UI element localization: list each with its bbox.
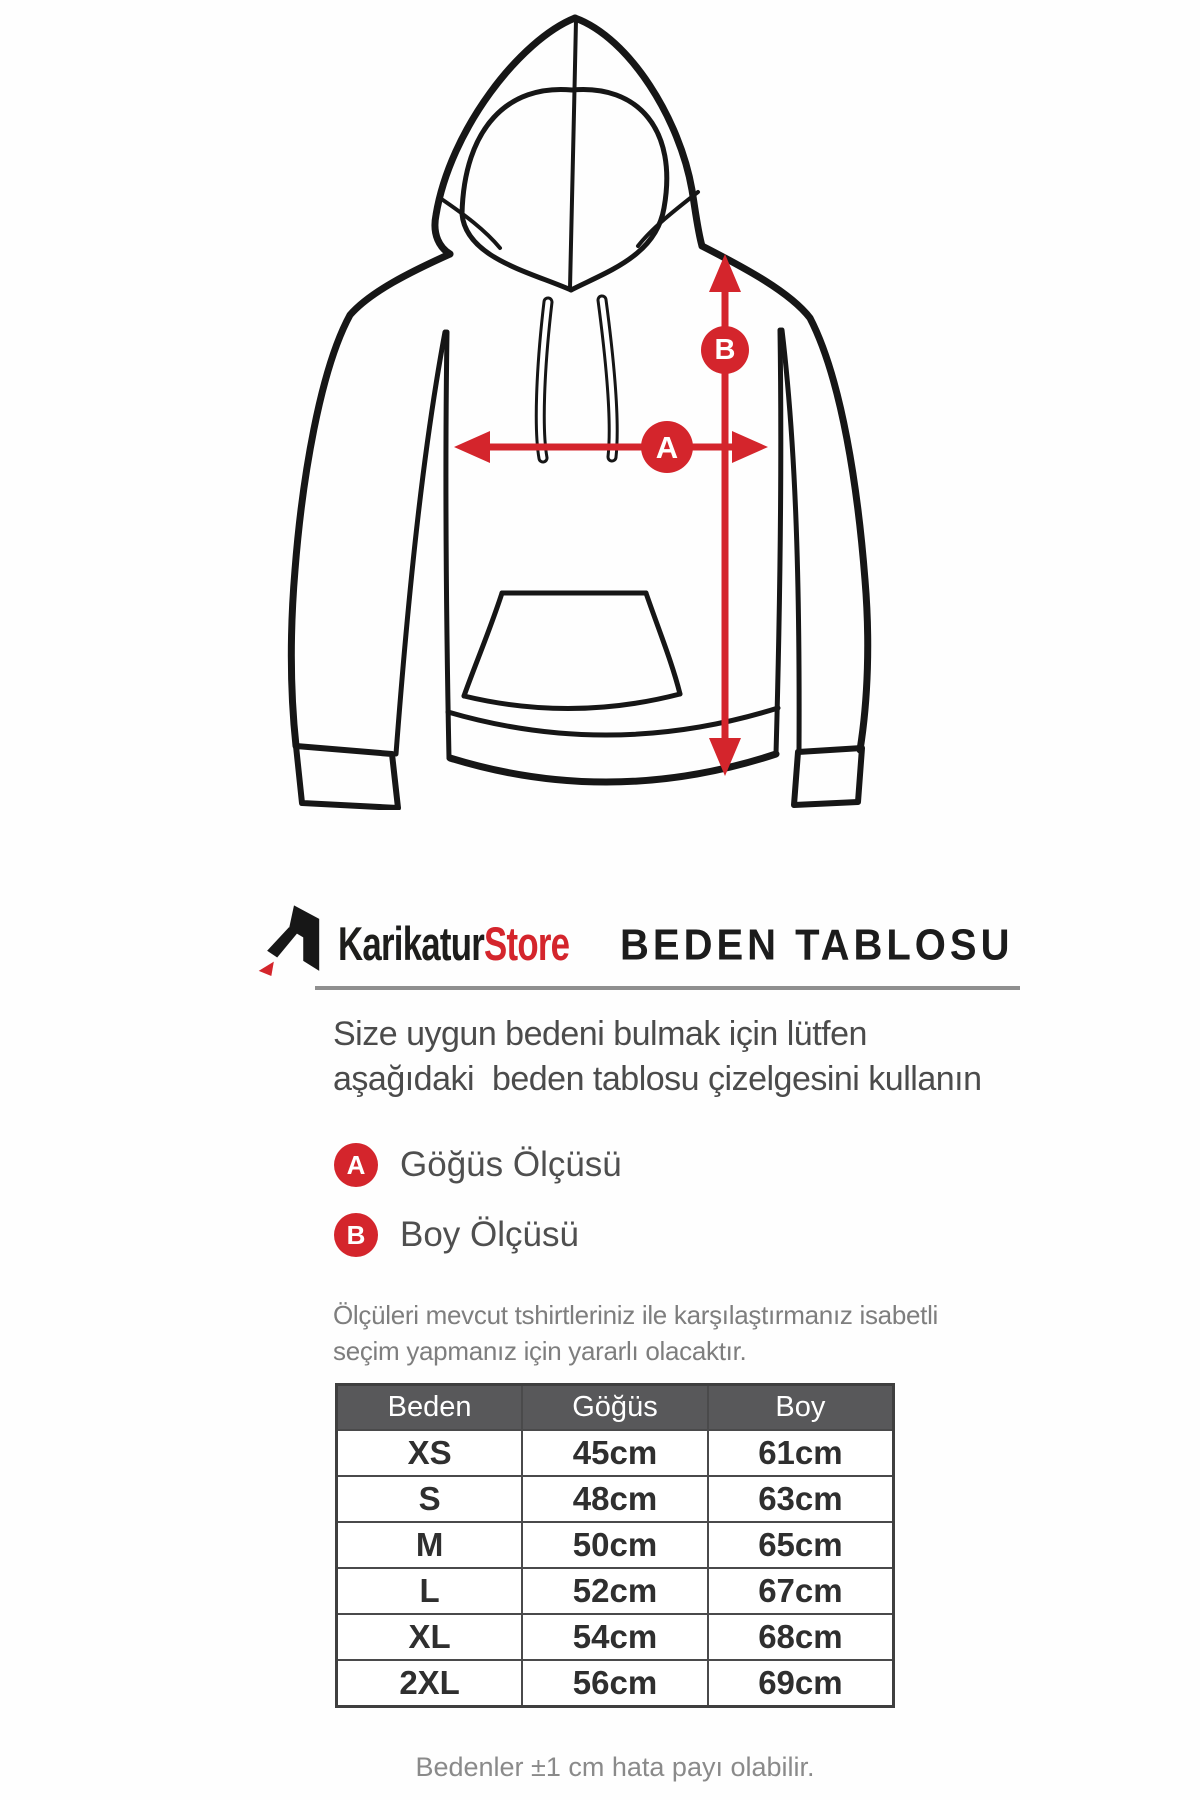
- table-row: [337, 1522, 894, 1568]
- legend-length-row: [334, 1213, 579, 1257]
- legend-a-badge: [334, 1143, 378, 1187]
- note-line-1: Ölçüleri mevcut tshirtleriniz ile karşılaştırmanız isabetli: [333, 1300, 939, 1330]
- col-header-boy: Boy: [708, 1385, 894, 1431]
- col-header-gogus: Göğüs: [522, 1385, 708, 1431]
- chest-cell: 50cm: [522, 1522, 708, 1568]
- legend-a-letter: A: [346, 1150, 366, 1180]
- table-row: [337, 1476, 894, 1522]
- measure-a-letter: A: [655, 429, 679, 465]
- length-cell: 68cm: [708, 1614, 894, 1660]
- length-cell: 67cm: [708, 1568, 894, 1614]
- legend-b-letter: B: [346, 1220, 366, 1250]
- length-cell: 63cm: [708, 1476, 894, 1522]
- legend-b-label: Boy Ölçüsü: [400, 1215, 579, 1254]
- size-cell: S: [337, 1476, 523, 1522]
- tolerance-note: Bedenler ±1 cm hata payı olabilir.: [415, 1752, 815, 1782]
- comparison-note: [333, 1297, 1033, 1369]
- table-row: [337, 1430, 894, 1476]
- legend-b-badge: [334, 1213, 378, 1257]
- col-header-beden: Beden: [337, 1385, 523, 1431]
- measure-b-badge: [701, 326, 749, 374]
- intro-line-2: aşağıdaki beden tablosu çizelgesini kullanın: [333, 1060, 982, 1098]
- brand-name-black: Karikatur: [338, 917, 485, 970]
- chest-cell: 52cm: [522, 1568, 708, 1614]
- size-cell: XS: [337, 1430, 523, 1476]
- size-table: [335, 1383, 895, 1708]
- legend-a-label: Göğüs Ölçüsü: [400, 1145, 622, 1184]
- size-table-container: [335, 1383, 895, 1708]
- note-line-2: seçim yapmanız için yararlı olacaktır.: [333, 1336, 747, 1366]
- size-cell: M: [337, 1522, 523, 1568]
- size-cell: L: [337, 1568, 523, 1614]
- intro-line-1: Size uygun bedeni bulmak için lütfen: [333, 1015, 867, 1053]
- karikaturstore-logo-icon: [252, 897, 336, 981]
- hoodie-line-art: [291, 18, 867, 808]
- table-row: [337, 1568, 894, 1614]
- intro-paragraph: [333, 1012, 1053, 1102]
- hoodie-measurement-diagram: [250, 10, 930, 810]
- length-cell: 69cm: [708, 1660, 894, 1707]
- heading-divider: [315, 986, 1020, 990]
- measure-b-letter: B: [714, 333, 736, 366]
- size-table-header-row: [337, 1385, 894, 1431]
- length-cell: 65cm: [708, 1522, 894, 1568]
- table-row: [337, 1660, 894, 1707]
- size-cell: 2XL: [337, 1660, 523, 1707]
- table-row: [337, 1614, 894, 1660]
- brand-name-red: Store: [484, 917, 570, 970]
- chest-cell: 56cm: [522, 1660, 708, 1707]
- chest-cell: 54cm: [522, 1614, 708, 1660]
- page-title: BEDEN TABLOSU: [620, 921, 1014, 970]
- measure-a-badge: [641, 421, 693, 473]
- size-cell: XL: [337, 1614, 523, 1660]
- legend-chest-row: [334, 1143, 622, 1187]
- chest-cell: 48cm: [522, 1476, 708, 1522]
- length-cell: 61cm: [708, 1430, 894, 1476]
- chest-cell: 45cm: [522, 1430, 708, 1476]
- brand-name: [338, 916, 569, 971]
